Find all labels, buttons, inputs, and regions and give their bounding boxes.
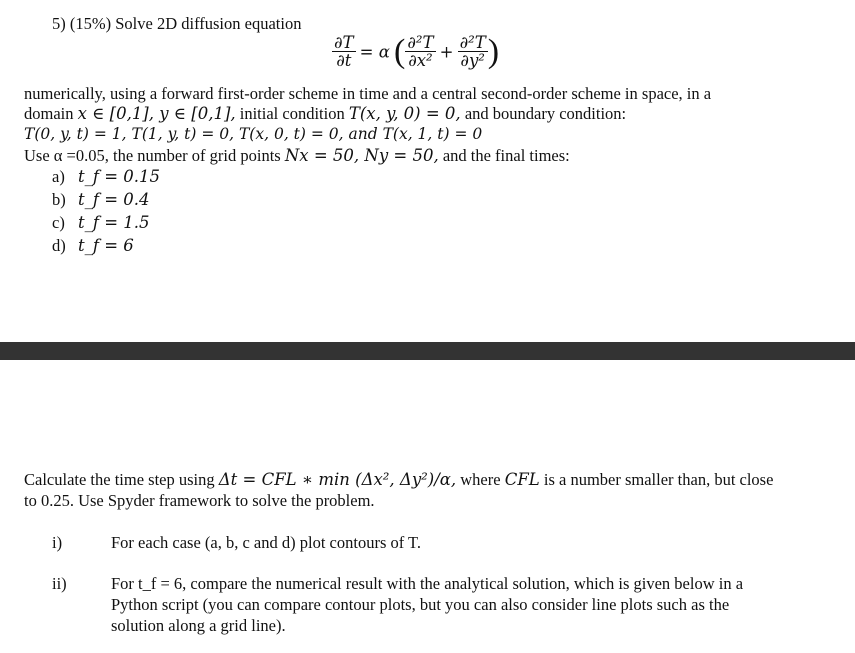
problem-line-1: numerically, using a forward first-order scheme in time and a central second-order scheme in space, in a bbox=[24, 84, 712, 103]
calc-line-1: Calculate the time step using Δt = CFL ∗ min (Δx², Δy²)/α, where CFL is a number smaller than, but close bbox=[24, 470, 774, 489]
equals-alpha: = α bbox=[359, 42, 390, 62]
item-i-text: For each case (a, b, c and d) plot contours of T. bbox=[111, 533, 422, 552]
problem-header: 5) (15%) Solve 2D diffusion equation bbox=[52, 14, 302, 33]
case-d-label: d) bbox=[52, 236, 66, 255]
item-i-label: i) bbox=[52, 533, 63, 552]
left-paren: ( bbox=[394, 32, 406, 70]
case-b-value: t_f = 0.4 bbox=[78, 190, 150, 209]
page-divider bbox=[0, 342, 855, 360]
problem-line-4: Use α =0.05, the number of grid points Nx = 50, Ny = 50, and the final times: bbox=[24, 146, 570, 165]
diffusion-equation bbox=[332, 34, 499, 70]
case-b-label: b) bbox=[52, 190, 66, 209]
d2T-dx2-fraction: $\frac{\text{∂²T}}{\text{∂x²}}$ bbox=[407, 33, 434, 71]
case-d-value: t_f = 6 bbox=[78, 236, 134, 255]
dT-dt-fraction: $\frac{\partial T}{\partial t}$ bbox=[334, 33, 354, 71]
plus-sign: + bbox=[439, 42, 454, 62]
calc-line-2: to 0.25. Use Spyder framework to solve the problem. bbox=[24, 491, 375, 510]
boundary-conditions: T(0, y, t) = 1, T(1, y, t) = 0, T(x, 0, t) = 0, and T(x, 1, t) = 0 bbox=[24, 125, 483, 143]
case-c-value: t_f = 1.5 bbox=[78, 213, 150, 232]
case-a-label: a) bbox=[52, 167, 65, 186]
case-c-label: c) bbox=[52, 213, 65, 232]
d2T-dy2-fraction: $\frac{\text{∂²T}}{\text{∂y²}}$ bbox=[459, 33, 486, 71]
item-ii-line-2: Python script (you can compare contour plots, but you can also consider line plots such as the bbox=[111, 595, 730, 614]
item-ii-line-3: solution along a grid line). bbox=[111, 616, 286, 635]
problem-line-2: domain x ∈ [0,1], y ∈ [0,1], initial condition T(x, y, 0) = 0, and boundary condition: bbox=[24, 104, 627, 123]
case-a-value: t_f = 0.15 bbox=[78, 167, 161, 186]
item-ii-line-1: For t_f = 6, compare the numerical result with the analytical solution, which is given below in a bbox=[111, 574, 744, 593]
right-paren: ) bbox=[487, 32, 500, 70]
item-ii-label: ii) bbox=[52, 574, 67, 593]
